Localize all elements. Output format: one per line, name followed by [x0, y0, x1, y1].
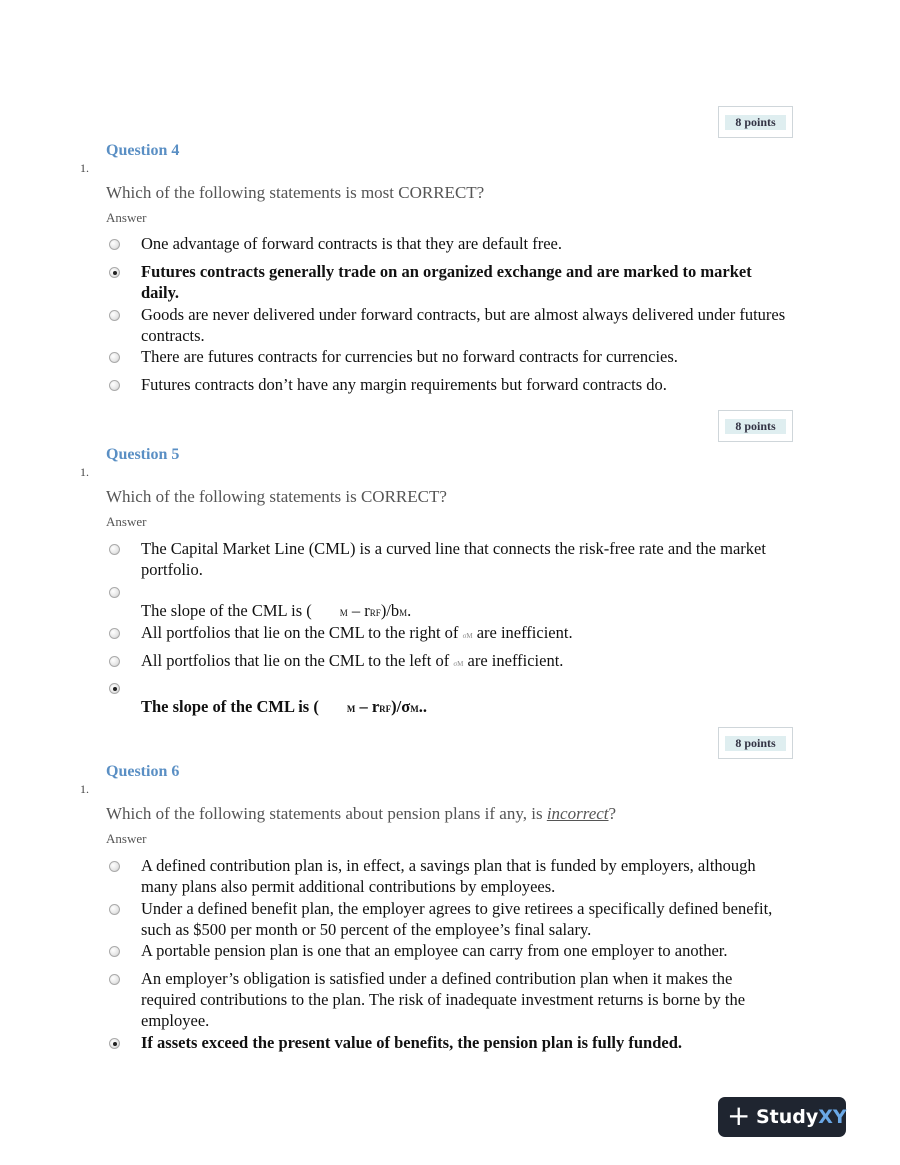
question-title: Question 4	[106, 142, 180, 159]
option-text: There are futures contracts for currencies but no forward contracts for currencies.	[141, 347, 678, 366]
subscript: RF	[369, 608, 381, 618]
option-text: Futures contracts generally trade on an organized exchange and are marked to market daily.	[141, 262, 752, 302]
subscript: σM	[462, 632, 473, 640]
plus-icon: +	[727, 1099, 751, 1132]
formula-text: All portfolios that lie on the CML to the right of	[141, 623, 463, 642]
logo-wordmark	[756, 1106, 847, 1128]
question-text	[106, 804, 616, 824]
formula-text: – r	[347, 601, 370, 620]
option-text: Under a defined benefit plan, the employer agrees to give retirees a specifically defined benefit, such as $500 per month or 50 percent of the employee’s final salary.	[141, 899, 773, 939]
subscript: M	[410, 704, 419, 714]
formula-text: The slope of the CML is (	[141, 601, 312, 620]
subscript: M	[399, 608, 408, 618]
formula-text: – r	[355, 697, 380, 716]
question-number: 1.	[80, 465, 89, 479]
radio-button-selected[interactable]	[109, 683, 120, 694]
option-text: An employer’s obligation is satisfied under a defined contribution plan when it makes the required contributions to the plan. The risk of inadequate investment returns is borne by the employee.	[141, 969, 746, 1030]
formula-text: )/b	[380, 601, 400, 620]
question-text-part: ?	[608, 804, 617, 823]
radio-button-selected[interactable]	[109, 267, 120, 278]
formula-text: .	[407, 601, 412, 620]
studyxy-logo	[718, 1097, 846, 1137]
points-label: 8 points	[725, 736, 786, 751]
question-text: Which of the following statements is most CORRECT?	[106, 183, 485, 202]
radio-button-selected[interactable]	[109, 1038, 120, 1049]
radio-button[interactable]	[109, 974, 120, 985]
answer-label: Answer	[106, 210, 147, 225]
question-title: Question 6	[106, 763, 180, 780]
option-text	[141, 650, 791, 675]
question-text-emphasis: incorrect	[546, 804, 609, 823]
radio-button[interactable]	[109, 380, 120, 391]
logo-text-accent: XY	[818, 1106, 847, 1128]
question-number: 1.	[80, 782, 89, 796]
question-number: 1.	[80, 161, 89, 175]
option-text: The Capital Market Line (CML) is a curved line that connects the risk-free rate and the market portfolio.	[141, 539, 766, 579]
radio-button[interactable]	[109, 656, 120, 667]
formula-text: ..	[418, 697, 427, 716]
option-text: Goods are never delivered under forward contracts, but are almost always delivered under futures contracts.	[141, 305, 786, 345]
option-text: One advantage of forward contracts is that they are default free.	[141, 234, 563, 253]
answer-label: Answer	[106, 831, 147, 846]
points-box	[718, 106, 793, 138]
radio-button[interactable]	[109, 946, 120, 957]
formula-text: )/σ	[391, 697, 411, 716]
option-text: If assets exceed the present value of benefits, the pension plan is fully funded.	[141, 1033, 683, 1052]
formula-text: are inefficient.	[472, 623, 573, 642]
subscript: M	[339, 608, 348, 618]
points-label: 8 points	[725, 419, 786, 434]
radio-button[interactable]	[109, 544, 120, 555]
question-text: Which of the following statements is CORRECT?	[106, 487, 447, 506]
radio-button[interactable]	[109, 239, 120, 250]
subscript: M	[346, 704, 356, 714]
points-box	[718, 410, 793, 442]
answer-label: Answer	[106, 514, 147, 529]
option-text: A defined contribution plan is, in effect, a savings plan that is funded by employers, although many plans also permit additional contributions by employees.	[141, 856, 756, 896]
radio-button[interactable]	[109, 861, 120, 872]
subscript: σM	[453, 660, 464, 668]
formula-text: are inefficient.	[463, 651, 564, 670]
points-label: 8 points	[725, 115, 786, 130]
radio-button[interactable]	[109, 904, 120, 915]
radio-button[interactable]	[109, 310, 120, 321]
question-title: Question 5	[106, 446, 180, 463]
radio-button[interactable]	[109, 628, 120, 639]
formula-text: The slope of the CML is (	[141, 697, 319, 716]
option-text: Futures contracts don’t have any margin requirements but forward contracts do.	[141, 375, 667, 394]
radio-button[interactable]	[109, 587, 120, 598]
radio-button[interactable]	[109, 352, 120, 363]
logo-text-main: Study	[756, 1106, 819, 1128]
points-box	[718, 727, 793, 759]
subscript: RF	[379, 704, 392, 714]
question-text-part: Which of the following statements about pension plans if any, is	[106, 804, 547, 823]
formula-text: All portfolios that lie on the CML to the left of	[141, 651, 454, 670]
option-text	[141, 622, 791, 647]
option-text	[141, 696, 791, 720]
option-text	[141, 600, 791, 624]
option-text: A portable pension plan is one that an employee can carry from one employer to another.	[141, 941, 728, 960]
